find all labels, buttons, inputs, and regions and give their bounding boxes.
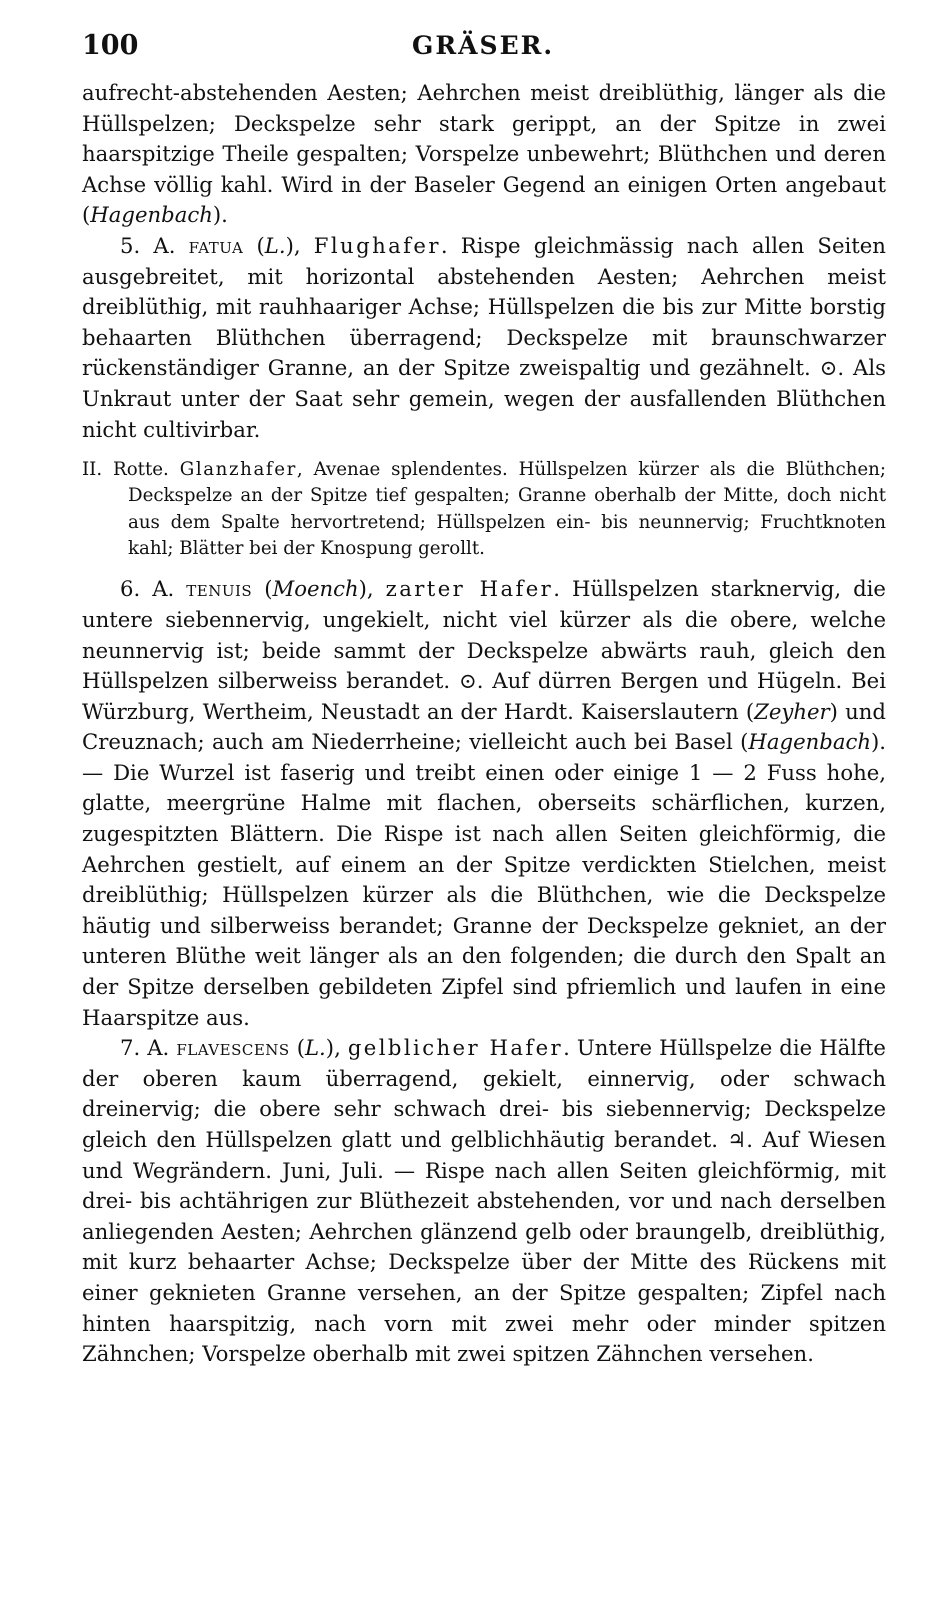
species-number: 6. A. <box>120 576 187 602</box>
paragraph-text: aufrecht-abstehenden Aesten; Aehrchen meist dreiblüthig, länger als die Hüllspelzen; Deckspelze sehr stark gerippt, an der Spitze in zwei haarspitzige Theile gespalten; Vorspelze unbewehrt; Blüthchen und deren Achse völlig kahl. Wird in der Baseler Gegend an einigen Orten angebaut ( <box>82 80 886 228</box>
running-title: GRÄSER. <box>412 31 555 60</box>
species-entry-fatua <box>82 231 886 445</box>
species-number: 5. A. <box>120 232 189 258</box>
rotte-section <box>82 457 886 562</box>
species-name: tenuis <box>186 576 253 602</box>
paren-close: ), <box>325 1035 348 1061</box>
species-name: fatua <box>188 232 244 258</box>
rotte-description: , Avenae splendentes. Hüllspelzen kürzer als die Blüthchen; Deckspelze an der Spitze tief gespalten; Granne oberhalb der Mitte, doch nicht aus dem Spalte hervortretend; Hüllspelzen ein- bis neunnervig; Fruchtknoten kahl; Blätter bei der Knospung gerollt. <box>128 459 886 560</box>
common-name: zarter Hafer <box>385 576 554 602</box>
paren-close: ), <box>285 232 314 258</box>
species-description: Rispe gleichmässig nach allen Seiten ausgebreitet, mit horizontal abstehenden Aesten; Aehrchen meist dreiblüthig, mit rauhhaariger Achse; Hüllspelzen die bis zur Mitte borstig behaarten Blüthchen überragend; Deckspelze mit braunschwarzer rückenständiger Granne, an der Spitze zweispaltig und gezähnelt. ⊙. Als Unkraut unter der Saat sehr gemein, wegen der ausfallenden Blüthchen nicht cultivirbar. <box>82 232 886 442</box>
paren-open: ( <box>252 576 273 602</box>
common-name: Flughafer <box>313 232 441 258</box>
common-name-dot: . <box>563 1035 577 1061</box>
paragraph-continuation <box>82 78 886 231</box>
species-number: 7. A. <box>120 1035 177 1061</box>
common-name: gelblicher Hafer <box>347 1035 564 1061</box>
species-entry-tenuis <box>82 574 886 1033</box>
common-name-dot: . <box>553 576 572 602</box>
species-description: Untere Hüllspelze die Hälfte der oberen kaum überragend, gekielt, einnervig, oder schwach dreinervig; die obere sehr schwach drei- bis siebennervig; Deckspelze gleich den Hüllspelzen glatt und gelblichhäutig berandet. ♃. Auf Wiesen und Wegrändern. Juni, Juli. — Rispe nach allen Seiten gleichförmig, mit drei- bis achtährigen zur Blüthezeit abstehenden, vor und nach derselben anliegenden Aesten; Aehrchen glänzend gelb oder braungelb, dreiblüthig, mit kurz behaarter Achse; Deckspelze über der Mitte des Rückens mit einer geknieten Granne versehen, an der Spitze gespalten; Zipfel nach hinten haarspitzig, nach vorn mit zwei mehr oder minder spitzen Zähnchen; Vorspelze oberhalb mit zwei spitzen Zähnchen versehen. <box>82 1035 886 1367</box>
common-name-dot: . <box>440 232 461 258</box>
species-author: Moench <box>272 576 359 602</box>
species-name: flavescens <box>176 1035 290 1061</box>
page-header <box>82 30 886 76</box>
author-citation: Hagenbach <box>90 202 213 228</box>
page-number: 100 <box>82 30 139 61</box>
species-description-cont: ) und Creuznach; auch am Niederrheine; vielleicht auch bei Basel ( <box>82 698 886 755</box>
species-author: L. <box>264 232 286 258</box>
rotte-label: II. Rotte. <box>82 459 180 481</box>
paren-close: ), <box>358 576 386 602</box>
paren-open: ( <box>243 232 265 258</box>
species-description: Hüllspelzen starknervig, die untere siebennervig, ungekielt, nicht viel kürzer als die obere, welche neunnervig ist; beide sammt der Deckspelze abwärts rauh, gleich den Hüllspelzen silberweiss berandet. ⊙. Auf dürren Bergen und Hügeln. Bei Würzburg, Wertheim, Neustadt an der Hardt. Kaiserslautern ( <box>82 576 886 724</box>
rotte-group-name: Glanzhafer <box>179 459 297 481</box>
species-author: L. <box>304 1035 326 1061</box>
paragraph-end: ). <box>212 202 228 228</box>
species-entry-flavescens <box>82 1033 886 1370</box>
author-citation: Zeyher <box>754 698 830 724</box>
author-citation: Hagenbach <box>748 729 871 755</box>
paren-open: ( <box>289 1035 305 1061</box>
species-description-cont: ). — Die Wurzel ist faserig und treibt einen oder einige 1 — 2 Fuss hohe, glatte, meergrüne Halme mit flachen, oberseits schärflichen, kurzen, zugespitzten Blättern. Die Rispe ist nach allen Seiten gleichförmig, die Aehrchen gestielt, auf einem an der Spitze verdickten Stielchen, meist dreiblüthig; Hüllspelzen kürzer als die Blüthchen, wie die Deckspelze häutig und silberweiss berandet; Granne der Deckspelze gekniet, an der unteren Blüthe weit länger als an den folgenden; die durch den Spalt an der Spitze derselben gebildeten Zipfel sind pfriemlich und laufen in eine Haarspitze aus. <box>82 729 886 1030</box>
